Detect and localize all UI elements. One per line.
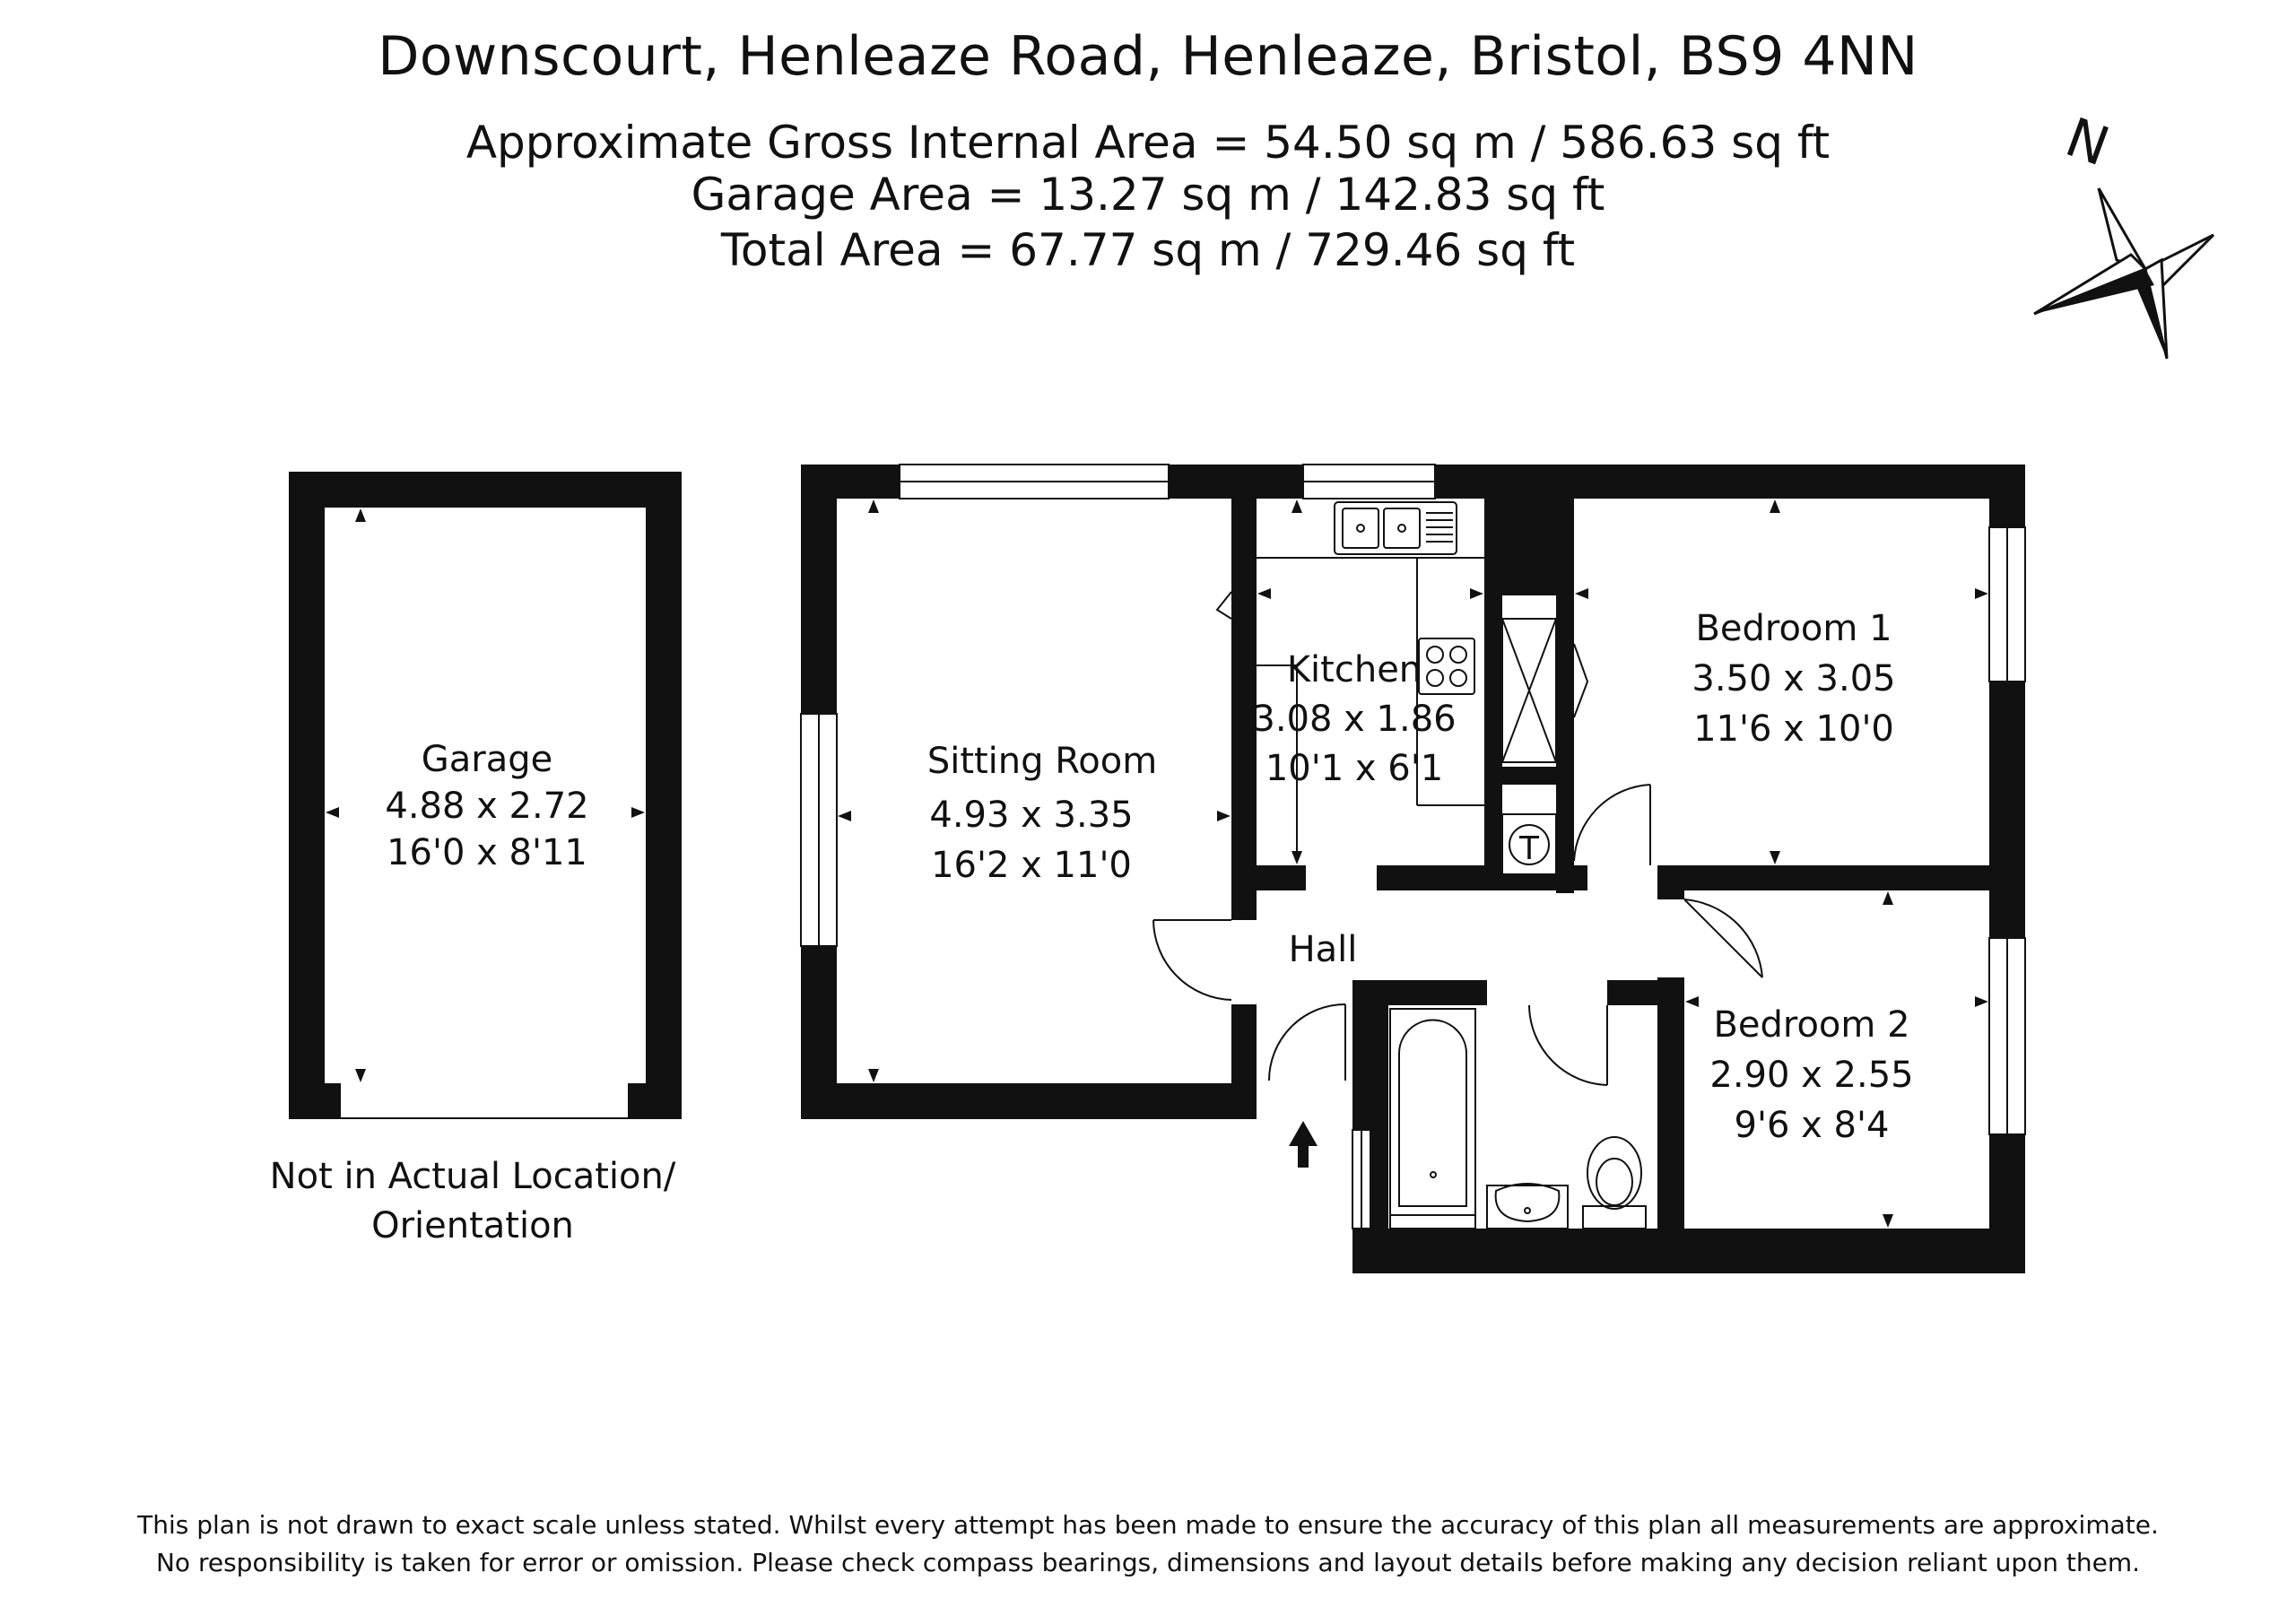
hob-icon xyxy=(1419,638,1474,694)
bedroom2-metric: 2.90 x 2.55 xyxy=(1709,1055,1914,1096)
drainer-ribs-icon xyxy=(1426,513,1453,542)
kitchen-name: Kitchen xyxy=(1286,649,1422,690)
kitchen-metric: 3.08 x 1.86 xyxy=(1252,699,1457,740)
garage-imperial: 16'0 x 8'11 xyxy=(387,832,587,873)
kitchen-imperial: 10'1 x 6'1 xyxy=(1265,748,1444,789)
water-tank-icon xyxy=(1502,814,1556,874)
bedroom2-name: Bedroom 2 xyxy=(1713,1004,1910,1046)
gross-internal-area: Approximate Gross Internal Area = 54.50 sq m / 586.63 sq ft xyxy=(465,117,1831,169)
cupboard-cross xyxy=(1502,619,1556,762)
bedroom1-metric: 3.50 x 3.05 xyxy=(1692,658,1896,699)
plan-title: Downscourt, Henleaze Road, Henleaze, Bristol, BS9 4NN xyxy=(378,25,1918,88)
compass-star-icon xyxy=(2034,188,2213,359)
garage-note-line1: Not in Actual Location/ xyxy=(269,1156,676,1197)
sitting-room-imperial: 16'2 x 11'0 xyxy=(931,845,1132,886)
sitting-room-metric: 4.93 x 3.35 xyxy=(929,795,1134,836)
entrance-arrow-icon xyxy=(1289,1121,1318,1168)
disclaimer-line2: No responsibility is taken for error or omission. Please check compass bearings, dimensions and layout details before making any decision reliant upon them. xyxy=(155,1548,2140,1577)
total-area: Total Area = 67.77 sq m / 729.46 sq ft xyxy=(720,224,1576,276)
compass-north-label: N xyxy=(2057,106,2118,179)
bedroom1-name: Bedroom 1 xyxy=(1695,608,1892,649)
sitting-room-name: Sitting Room xyxy=(926,741,1158,782)
tank-label: T xyxy=(1519,830,1539,867)
compass-rose xyxy=(2034,106,2213,359)
garage-metric: 4.88 x 2.72 xyxy=(385,786,589,827)
disclaimer-line1: This plan is not drawn to exact scale unless stated. Whilst every attempt has been made to ensure the accuracy of this plan all measurements are approximate. xyxy=(137,1510,2159,1540)
washbasin-icon xyxy=(1487,1184,1568,1229)
bedroom1-imperial: 11'6 x 10'0 xyxy=(1693,708,1894,750)
garage-area: Garage Area = 13.27 sq m / 142.83 sq ft xyxy=(691,169,1605,221)
garage-name: Garage xyxy=(421,739,553,780)
hall-name: Hall xyxy=(1288,929,1358,970)
garage-block xyxy=(289,472,682,1119)
toilet-icon xyxy=(1583,1137,1646,1229)
garage-note-line2: Orientation xyxy=(371,1205,574,1246)
bedroom2-imperial: 9'6 x 8'4 xyxy=(1734,1105,1890,1146)
